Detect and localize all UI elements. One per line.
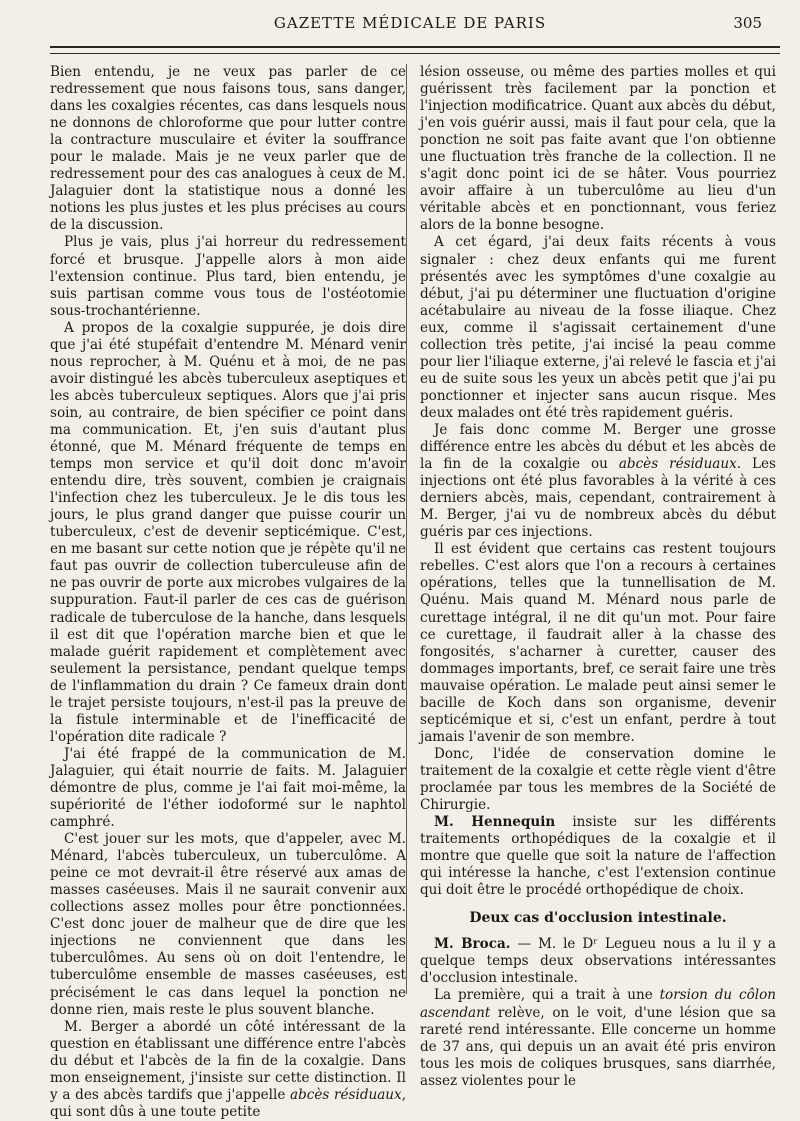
paragraph: Bien entendu, je ne veux pas parler de ce redressement que nous faisons tous, sans danger, dans les coxalgies récentes, cas dans lesquels nous ne donnons de chloroforme que pour lutter contre la contracture musculaire et éviter la souffrance pour le malade. Mais je ne veux parler que de redressement pour des cas analogues à ceux de M. Jalaguier dont la statistique nous a donné les notions les plus justes et les plus précises au cours de la discussion.	[50, 64, 406, 234]
paragraph	[420, 987, 776, 1089]
paragraph: A cet égard, j'ai deux faits récents à vous signaler : chez deux enfants qui me furent présentés avec les symptômes d'une coxalgie au début, j'ai pu déterminer une fluctuation d'origine acétabulaire au niveau de la fosse iliaque. Chez eux, comme il s'agissait certainement d'une collection très petite, j'ai incisé la peau comme pour lier l'iliaque externe, j'ai relevé le fascia et j'ai eu de suite sous les yeux un abcès petit que j'ai pu ponctionner et injecter sans aucun risque. Mes deux malades ont été très rapidement guéris.	[420, 234, 776, 421]
right-column	[420, 64, 776, 1090]
paragraph	[420, 422, 776, 541]
section-heading: Deux cas d'occlusion intestinale.	[469, 910, 727, 927]
paragraph: Il est évident que certains cas restent toujours rebelles. C'est alors que l'on a recours à certaines opérations, telles que la tunnellisation de M. Quénu. Mais quand M. Ménard nous parle de curettage intégral, il ne dit qu'un mot. Pour faire ce curettage, il faudrait aller à la chasse des fongosités, s'acharner à curetter, causer des dommages importants, bref, ce serait faire une très mauvaise opération. Le malade peut ainsi semer le bacille de Koch dans son organisme, devenir septicémique et si, c'est un enfant, perdre à tout jamais l'avenir de son membre.	[420, 541, 776, 745]
running-title: GAZETTE MÉDICALE DE PARIS	[273, 14, 547, 32]
speaker-name: M. Broca.	[434, 936, 511, 953]
speaker-name: M. Hennequin	[434, 814, 556, 831]
paragraph: C'est jouer sur les mots, que d'appeler, avec M. Ménard, l'abcès tuberculeux, un tuberculôme. A peine ce mot devrait-il être réservé aux amas de masses caséeuses. Mais il ne saurait convenir aux collections assez molles pour être ponctionnées. C'est donc jouer de malheur que de dire que les injections ne conviennent que dans les tuberculômes. Au sens où on doit l'entendre, le tuberculôme ensemble de masses caséeuses, est précisément le cas dans lequel la ponction ne donne rien, mais reste le plus souvent blanche.	[50, 831, 406, 1018]
italic-term: torsion du côlon ascendant	[420, 987, 776, 1021]
text-run: insiste sur les différents traitements orthopédiques de la coxalgie et il montre que quelle que soit la nature de l'affection qui intéresse la hanche, c'est l'extension continue qui doit être le procédé orthopédique de choix.	[420, 814, 776, 899]
paragraph	[420, 936, 776, 987]
paragraph: J'ai été frappé de la communication de M. Jalaguier, qui était nourrie de faits. M. Jalaguier démontre de plus, comme je l'ai fait moi-même, la supériorité de l'éther iodoformé sur le naphtol camphré.	[50, 745, 406, 831]
text-run: , qui sont dûs à une toute petite	[50, 1086, 406, 1120]
paragraph: lésion osseuse, ou même des parties molles et qui guérissent très facilement par la ponction et l'injection modificatrice. Quant aux abcès du début, j'en vois guérir aussi, mais il faut pour cela, que la ponction ne soit pas faite avant que l'on obtienne une fluctuation très franche de la collection. Il ne s'agit donc point ici de se hâter. Vous pourriez avoir affaire à un tuberculôme au lieu d'un véritable abcès et en ponctionnant, vous feriez alors de la bonne besogne.	[420, 64, 776, 234]
header-rule	[50, 46, 780, 54]
paragraph: Plus je vais, plus j'ai horreur du redressement forcé et brusque. J'appelle alors à mon aide l'extension continue. Plus tard, bien entendu, je suis partisan comme vous tous de l'ostéotomie sous-trochantérienne.	[50, 234, 406, 319]
text-run: La première, qui a trait à une	[434, 987, 660, 1004]
italic-term: abcès résiduaux	[290, 1086, 402, 1103]
page-number: 305	[733, 14, 762, 32]
text-run: M. Berger a abordé un côté intéressant de la question en établissant une différence entre l'abcès du début et l'abcès de la fin de la coxalgie. Dans mon enseignement, j'insiste sur cette distinction. Il y a des abcès tardifs que j'appelle	[50, 1018, 406, 1103]
paragraph: A propos de la coxalgie suppurée, je dois dire que j'ai été stupéfait d'entendre M. Ménard venir nous reprocher, à M. Quénu et à moi, de ne pas avoir distingué les abcès tuberculeux aseptiques et les abcès tuberculeux septiques. Alors que j'ai pris soin, au contraire, de bien spécifier ce point dans ma communication. Et, j'en suis d'autant plus étonné, que M. Ménard fréquente de temps en temps mon service et qu'il doit donc m'avoir entendu dire, très souvent, combien je craignais l'infection chez les tuberculeux. Je le dis tous les jours, le plus grand danger que puisse courir un tuberculeux, c'est de devenir septicémique. C'est, en me basant sur cette notion que je répète qu'il ne faut pas ouvrir de collection tuberculeuse afin de ne pas ouvrir de porte aux microbes vulgaires de la suppuration. Faut-il parler de ces cas de guérison radicale de tuberculose de la hanche, dans lesquels il est dit que l'opération marche bien et que le malade guérit rapidement et complètement avec seulement la persistance, pendant quelque temps de l'inflammation du drain ? Ce fameux drain dont le trajet persiste toujours, n'est-il pas la preuve de la fistule interminable et de l'inefficacité de l'opération dite radicale ?	[50, 319, 406, 745]
text-run: — M. le Dʳ Legueu nous a lu il y a quelque temps deux observations intéressantes d'occlusion intestinale.	[420, 936, 777, 987]
text-run: relève, on le voit, d'une lésion que sa rareté rend intéressante. Elle concerne un homme de 37 ans, qui depuis un an avait été pris environ tous les mois de coliques brusques, sans diarrhée, assez violentes pour le	[420, 1004, 776, 1089]
paragraph: Donc, l'idée de conservation domine le traitement de la coxalgie et cette règle vient d'être proclamée par tous les membres de la Société de Chirurgie.	[420, 745, 776, 814]
text-run: Je fais donc comme M. Berger une grosse différence entre les abcès du début et les abcès de la fin de la coxalgie ou	[420, 421, 776, 473]
italic-term: abcès résiduaux	[618, 456, 737, 473]
page-header	[0, 14, 800, 38]
text-run: . Les injections ont été plus favorables à la vérité à ces derniers abcès, mais, cependant, contrairement à M. Berger, j'ai vu de nombreux abcès du début guéris par ces injections.	[420, 456, 776, 541]
paragraph	[50, 1019, 406, 1121]
paragraph	[420, 814, 776, 899]
left-column	[50, 64, 406, 1121]
column-divider	[406, 64, 407, 994]
